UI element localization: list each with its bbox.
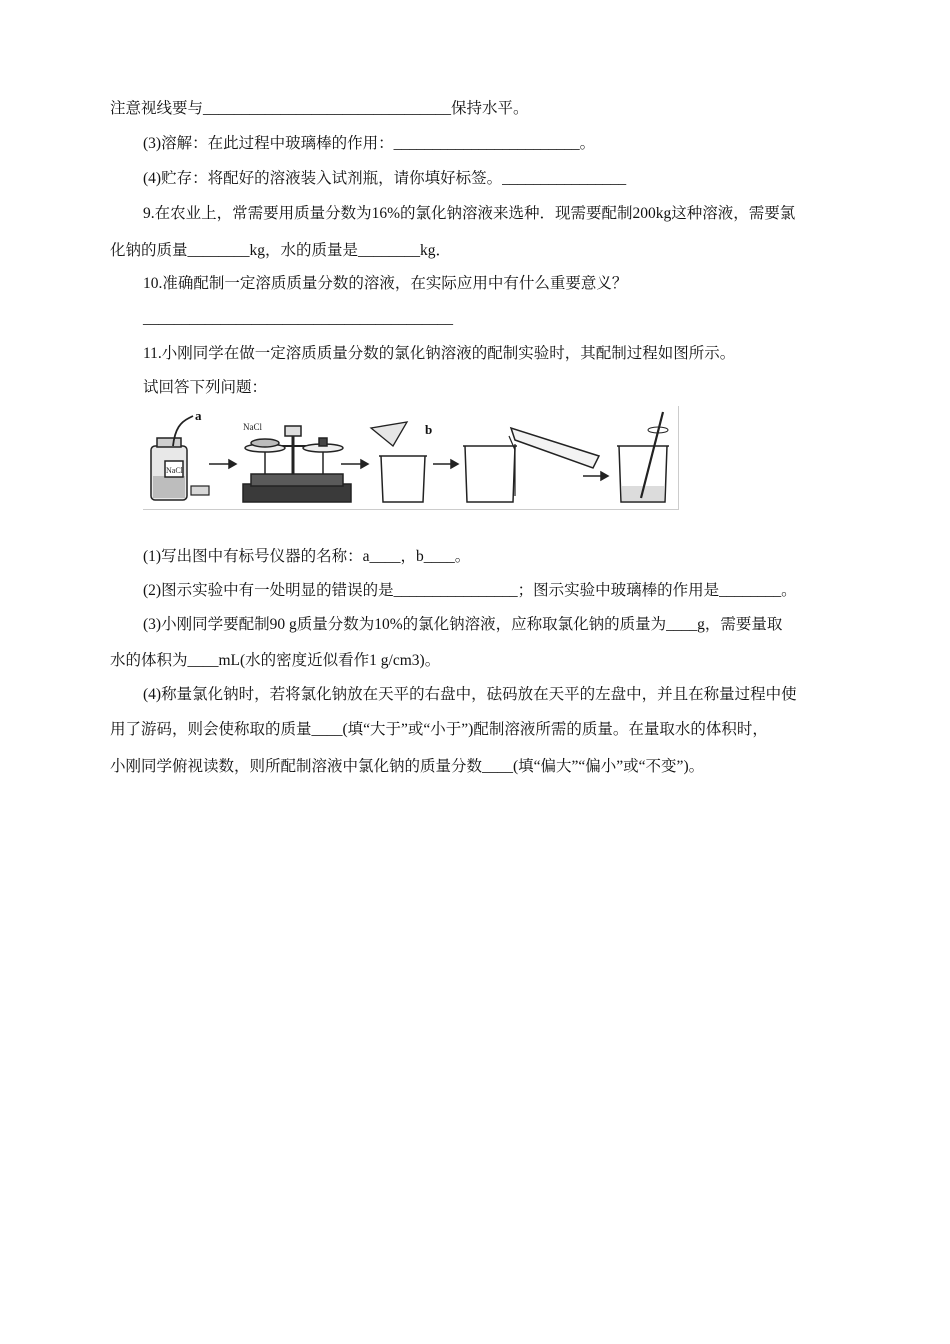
- question-11-line: 试回答下列问题：: [143, 379, 268, 396]
- answer-blank-line: ________________________________________: [143, 310, 453, 327]
- subquestion-line: (1)写出图中有标号仪器的名称：a____，b____。: [143, 548, 471, 565]
- arrow-icon: [209, 460, 236, 468]
- arrow-icon: [341, 460, 368, 468]
- subquestion-line: 水的体积为____mL(水的密度近似看作1 g/cm3)。: [110, 652, 441, 669]
- question-9-line: 9.在农业上，常需要用质量分数为16%的氯化钠溶液来选种．现需要配制200kg这种溶液，需要氯: [143, 205, 796, 222]
- label-b: b: [425, 422, 433, 437]
- question-10-line: 10.准确配制一定溶质质量分数的溶液，在实际应用中有什么重要意义？: [143, 275, 628, 292]
- question-9-line: 化钠的质量________kg，水的质量是________kg．: [110, 242, 452, 259]
- pan-label: NaCl: [243, 422, 262, 432]
- text-line: (3)溶解：在此过程中玻璃棒的作用：________________________。: [143, 135, 596, 152]
- dish-icon: [191, 486, 209, 495]
- lab-procedure-illustration: [143, 406, 678, 509]
- arrow-icon: [583, 472, 608, 480]
- subquestion-line: 用了游码，则会使称取的质量____(填“大于”或“小于”)配制溶液所需的质量。在量取水的体积时，: [110, 721, 768, 738]
- beaker-icon: [379, 456, 427, 502]
- label-a: a: [195, 408, 202, 423]
- bottle-label: NaCl: [166, 466, 183, 475]
- arrow-icon: [433, 460, 458, 468]
- subquestion-line: (3)小刚同学要配制90 g质量分数为10%的氯化钠溶液，应称取氯化钠的质量为____g，需要量取: [143, 616, 783, 633]
- balance-icon: [243, 426, 351, 502]
- subquestion-line: (4)称量氯化钠时，若将氯化钠放在天平的右盘中，砝码放在天平的左盘中，并且在称量过程中使: [143, 686, 797, 703]
- question-11-line: 11.小刚同学在做一定溶质质量分数的氯化钠溶液的配制实验时，其配制过程如图所示。: [143, 345, 736, 362]
- subquestion-line: (2)图示实验中有一处明显的错误的是________________；图示实验中玻璃棒的作用是________。: [143, 582, 797, 599]
- beaker-icon: [463, 446, 517, 502]
- lab-procedure-figure: [143, 406, 679, 510]
- graduated-cylinder-icon: [509, 428, 599, 496]
- text-line: (4)贮存：将配好的溶液装入试剂瓶，请你填好标签。________________: [143, 170, 627, 187]
- subquestion-line: 小刚同学俯视读数，则所配制溶液中氯化钠的质量分数____(填“偏大”“偏小”或“不变”)。: [110, 758, 705, 775]
- glass-rod-icon: [641, 412, 663, 498]
- text-line: 注意视线要与________________________________保持水平。: [110, 100, 529, 117]
- weighing-paper-icon: [371, 422, 407, 446]
